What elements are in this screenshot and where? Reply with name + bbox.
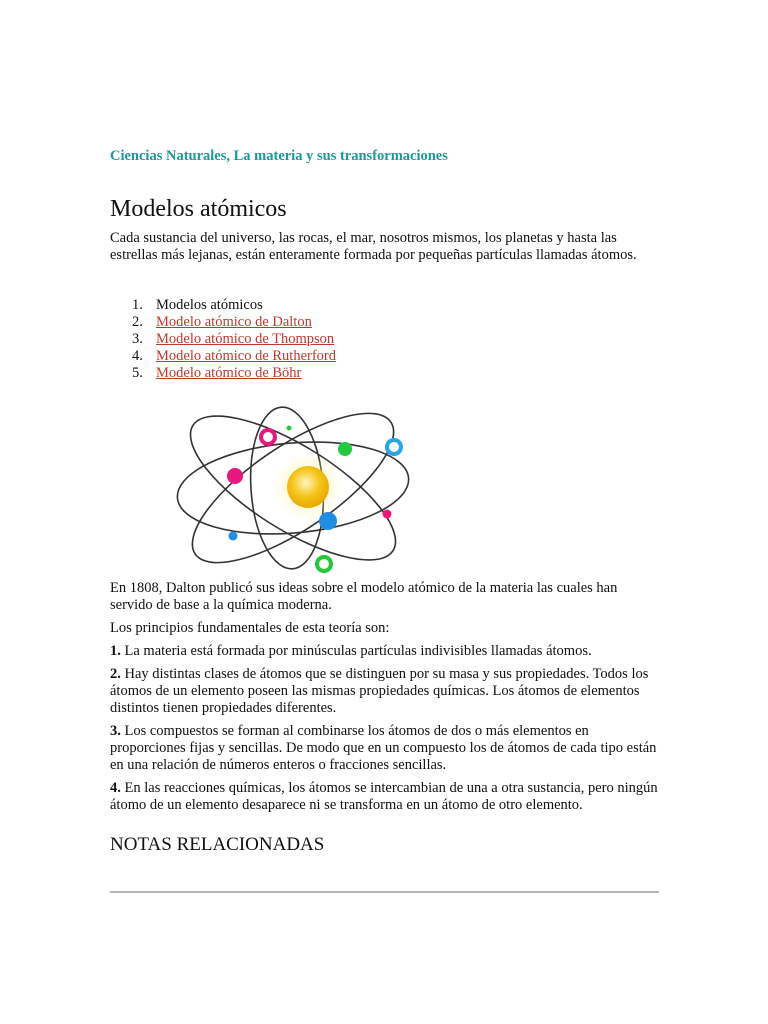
electron-magenta-ring [261,430,275,444]
electron-small-blue [229,532,238,541]
toc-link-bohr[interactable]: Modelo atómico de Böhr [156,365,302,381]
principle-number: 2. [110,666,121,682]
electron-magenta [227,468,243,484]
intro-paragraph: Cada sustancia del universo, las rocas, el mar, nosotros mismos, los planetas y hasta las estrellas más lejanas, están enteramente formada por pequeñas partículas llamadas átomos. [110,230,637,263]
electron-green-ring [317,557,331,571]
principle-number: 1. [110,643,121,659]
toc-item [110,314,336,331]
toc-number: 1. [132,297,143,313]
principle-1 [110,643,660,660]
principle-text: Los compuestos se forman al combinarse los átomos de dos o más elementos en proporciones fijas y sencillas. De modo que en un compuesto los de átomos de cada tipo están en una relación de números enteros o fracciones sencillas. [110,723,657,773]
toc-link-rutherford[interactable]: Modelo atómico de Rutherford [156,348,336,364]
category-breadcrumb[interactable]: Ciencias Naturales, La materia y sus transformaciones [110,148,448,164]
electron-small-magenta [383,510,392,519]
body-paragraph: En 1808, Dalton publicó sus ideas sobre el modelo atómico de la materia las cuales han servido de base a la química moderna. [110,580,618,613]
principle-number: 4. [110,780,121,796]
electron-cyan-ring [387,440,401,454]
toc-number: 3. [132,331,143,347]
article-body [110,580,660,820]
divider [110,891,659,893]
page-title: Modelos atómicos [110,196,287,222]
electron-small-green [287,426,292,431]
principle-3 [110,723,660,774]
body-paragraph: Los principios fundamentales de esta teoría son: [110,620,390,636]
related-notes-heading: NOTAS RELACIONADAS [110,834,325,855]
principle-4 [110,780,660,814]
table-of-contents [110,297,336,382]
electron-blue [319,512,337,530]
principle-2 [110,666,660,717]
toc-number: 4. [132,348,143,364]
principle-text: Hay distintas clases de átomos que se distinguen por su masa y sus propiedades. Todos los átomos de un elemento poseen las mismas propiedades químicas. Los átomos de elementos distintos tienen propiedades diferentes. [110,666,649,716]
toc-link-thompson[interactable]: Modelo atómico de Thompson [156,331,335,347]
toc-item [110,365,336,382]
toc-item [110,297,336,314]
toc-link-dalton[interactable]: Modelo atómico de Dalton [156,314,312,330]
toc-number: 2. [132,314,143,330]
principle-text: La materia está formada por minúsculas partículas indivisibles llamadas átomos. [120,643,592,659]
toc-number: 5. [132,365,143,381]
toc-item [110,331,336,348]
principle-number: 3. [110,723,121,739]
atom-illustration [165,402,415,577]
electron-green [338,442,352,456]
toc-item [110,348,336,365]
nucleus [287,466,329,508]
principle-text: En las reacciones químicas, los átomos se intercambian de una a otra sustancia, pero ningún átomo de un elemento desaparece ni se transforma en un átomo de otro elemento. [110,780,658,813]
toc-label: Modelos atómicos [156,297,263,313]
